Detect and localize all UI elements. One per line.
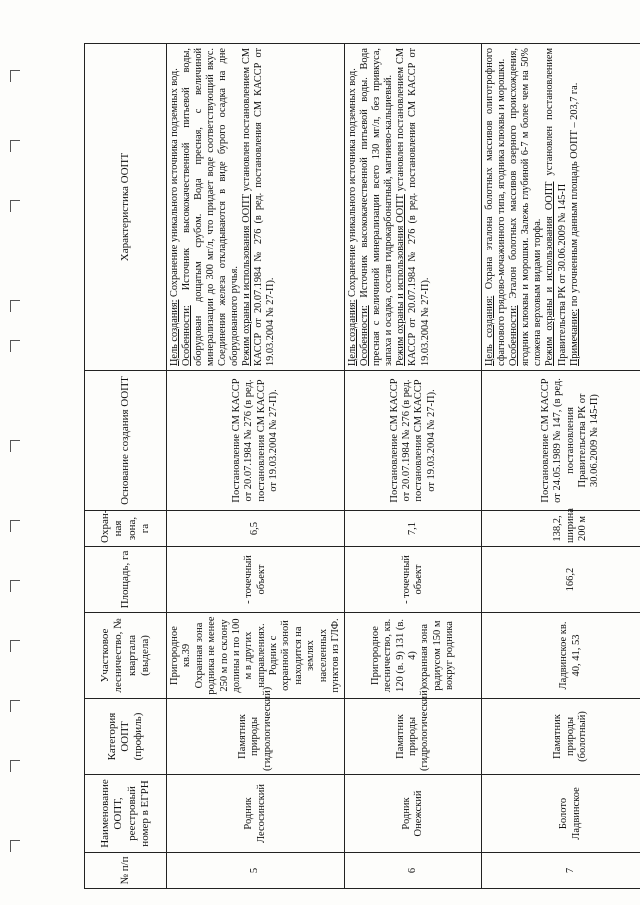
row-basis: Постановление СМ КАССР от 24.05.1989 № 147, (в ред. постановления Правительства РК от 30.06.2009 № 145-П) xyxy=(482,371,640,511)
header-area: Площадь, га xyxy=(85,547,167,613)
goal-label: Цель создания: xyxy=(169,299,180,366)
row-buffer: 6,5 xyxy=(167,511,345,547)
goal-label: Цель создания: xyxy=(347,299,359,366)
header-buffer: Охран-ная зона, га xyxy=(85,511,167,547)
row-name: Родник Онежский xyxy=(345,775,482,853)
row-buffer: 138,2, ширина 200 м xyxy=(482,511,640,547)
header-category: Категория ООПТ (профиль) xyxy=(85,699,167,775)
row-num: 6 xyxy=(345,853,482,889)
row-category: Памятник природы (гидрологический) xyxy=(345,699,482,775)
row-forestry xyxy=(167,613,345,699)
table-header-row xyxy=(85,44,167,889)
row-description xyxy=(482,44,640,371)
row-area: - точечный объект xyxy=(167,547,345,613)
regime-label: Режим охраны и использования ООПТ xyxy=(395,194,407,366)
regime-label: Режим охраны и использования ООПТ xyxy=(544,181,556,366)
features-text: Источник высококачественной питьевой воды. Вода пресная с величиной минерализации всего 130 мг/л, без привкуса, запаха и осадка, состав гидрокарбонатный, магниево-кальциевый. xyxy=(359,48,395,366)
forestry-quarter: Пригородное лесничество, кв. 120 (в. 9) 131 (в. 4) xyxy=(369,618,419,693)
goal-label: Цель создания: xyxy=(484,295,496,366)
regime-label: Режим охраны и использования ООПТ xyxy=(241,194,253,366)
header-forestry: Участковое лесничество, № квартала (выдела) xyxy=(85,613,167,699)
row-name: Болото Ладвинское xyxy=(482,775,640,853)
goal-text: Охрана эталона болотных массивов олиготрофного сфагнового грядово-мочажинного типа, ягодника клюквы и морошки. xyxy=(484,48,508,366)
regime-text: установлен постановлением СМ КАССР от 20.07.1984 № 276 (в ред. постановления СМ КАССР от 19.03.2004 № 27-П). xyxy=(395,48,431,366)
oopt-table xyxy=(84,43,640,889)
row-forestry xyxy=(345,613,482,699)
header-num: № п/п xyxy=(85,853,167,889)
table-row xyxy=(167,44,345,889)
row-description xyxy=(345,44,482,371)
row-category: Памятник природы (болотный) xyxy=(482,699,640,775)
row-description xyxy=(167,44,345,371)
table-row xyxy=(482,44,640,889)
row-num: 5 xyxy=(167,853,345,889)
header-basis: Основание создания ООПТ xyxy=(85,371,167,511)
features-text: Источник высококачественной питьевой воды, оборудован дощатым срубом. Вода пресная, с величиной минерализации до 300 мг/л, что придает воде соответствующий вкус. Соединения железа откладываются в виде бурого осадка на дне оборудованного ручья. xyxy=(181,48,241,366)
features-text: Эталон болотных массивов озерного происхождения, ягодник клюквы и морошки. Залежь глубиной 6-7 м более чем на 50% сложена верховым видами торфа. xyxy=(508,48,544,366)
features-label: Особенности: xyxy=(508,305,520,366)
forestry-note: охранная зона радиусом 150 м вокруг родника xyxy=(419,620,456,691)
row-forestry: Ладвинское кв. 40, 41, 53 xyxy=(482,613,640,699)
regime-text: установлен постановлением СМ КАССР от 20.07.1984 № 276 (в ред. постановления СМ КАССР от 19.03.2004 № 27-П). xyxy=(241,48,277,366)
row-area: 166,2 xyxy=(482,547,640,613)
table-row xyxy=(345,44,482,889)
features-label: Особенности: xyxy=(181,305,193,366)
goal-text: Сохранение уникального источника подземных вод. xyxy=(169,68,180,297)
row-area: - точечный объект xyxy=(345,547,482,613)
header-description: Характеристика ООПТ xyxy=(85,44,167,371)
row-basis: Постановление СМ КАССР от 20.07.1984 № 276 (в ред. постановления СМ КАССР от 19.03.2004 № 27-П). xyxy=(345,371,482,511)
header-name: Наименование ООПТ, реестровый номер в ЕГРН xyxy=(85,775,167,853)
features-label: Особенности: xyxy=(359,305,371,366)
rotated-page xyxy=(84,44,629,889)
row-num: 7 xyxy=(482,853,640,889)
row-buffer: 7,1 xyxy=(345,511,482,547)
forestry-quarter: Пригородное кв.39 xyxy=(169,626,193,685)
regime-text: установлен постановлением Правительства РК от 30.06.2009 № 145-П xyxy=(544,47,568,366)
goal-text: Сохранение уникального источника подземных вод. xyxy=(347,68,359,297)
forestry-note: Охранная зона родника не менее 250 м по склону долины и по 100 м в других направлениях. Родник с охранной зоной находится на землях населенных пунктов из ГЛФ. xyxy=(193,616,341,695)
note-text: по уточненным данным площадь ООПТ – 203,7 га. xyxy=(568,82,580,307)
scan-edge-marks xyxy=(0,0,40,905)
row-category: Памятник природы (гидрологический) xyxy=(167,699,345,775)
row-basis: Постановление СМ КАССР от 20.07.1984 № 276 (в ред. постановления СМ КАССР от 19.03.2004 № 27-П). xyxy=(167,371,345,511)
note-label: Примечание: xyxy=(568,308,580,366)
row-name: Родник Лесосинский xyxy=(167,775,345,853)
